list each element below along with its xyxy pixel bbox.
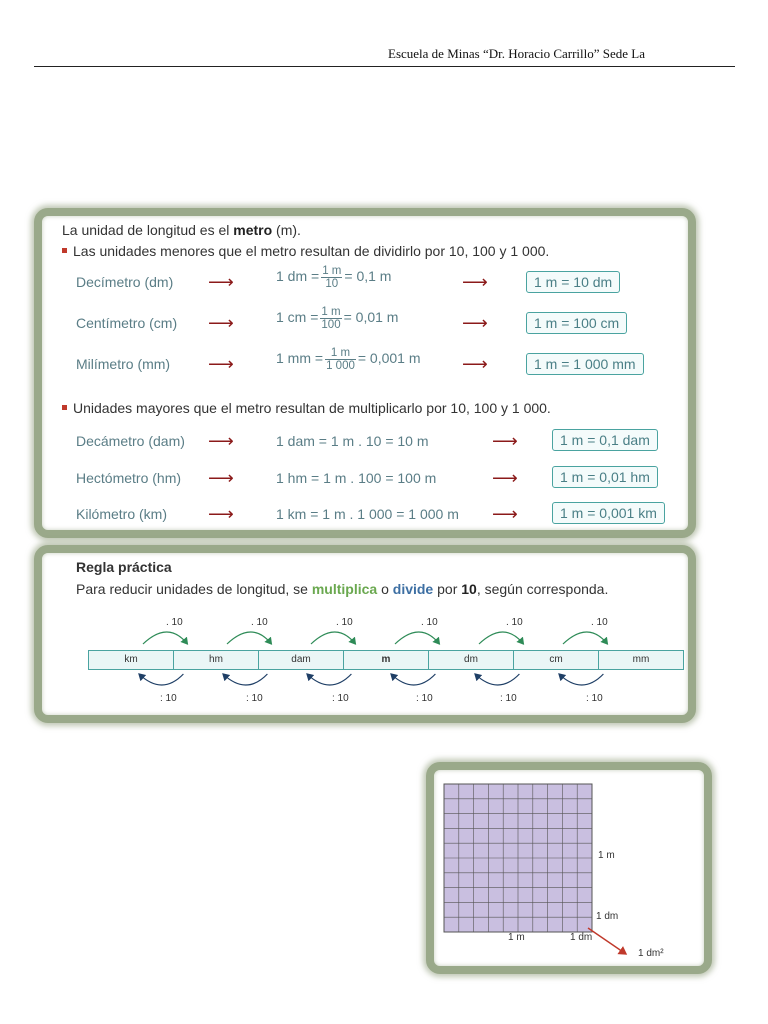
result-box: 1 m = 0,001 km — [552, 502, 665, 524]
unit-scale — [88, 650, 684, 670]
divide-label: : 10 — [586, 693, 603, 704]
square-meter-grid — [434, 770, 704, 966]
divide-arc — [139, 674, 183, 685]
multiply-arc — [227, 632, 271, 644]
eq-pre: 1 dm = — [276, 268, 320, 285]
multiply-label: . 10 — [506, 617, 523, 628]
right-arrow-icon: ⟶ — [462, 272, 488, 292]
bullet-icon — [62, 405, 67, 410]
intro-text: La unidad de longitud es el — [62, 222, 234, 238]
result-box: 1 m = 0,1 dam — [552, 429, 658, 451]
multiply-label: . 10 — [591, 617, 608, 628]
unit-name: Milímetro (mm) — [76, 356, 171, 372]
unit-cell-mm: mm — [632, 654, 650, 665]
fraction-num: 1 m — [322, 265, 342, 277]
result-box: 1 m = 100 cm — [526, 312, 627, 334]
length-units-panel — [34, 208, 696, 538]
conversion-arrows — [42, 553, 688, 715]
eq-pre: 1 cm = — [276, 309, 319, 326]
ten-word: 10 — [461, 581, 477, 597]
right-arrow-icon: ⟶ — [492, 504, 518, 524]
divide-label: : 10 — [500, 693, 517, 704]
divide-arc — [559, 674, 603, 685]
unit-cell-hm: hm — [174, 651, 259, 669]
eq-post: = 0,1 m — [344, 268, 392, 285]
rule-text-post: , según corresponda. — [476, 581, 609, 597]
equation: 1 km = 1 m . 1 000 = 1 000 m — [276, 506, 459, 522]
unit-cell-dam: dam — [259, 651, 344, 669]
unit-cell-km: km — [89, 651, 174, 669]
smaller-heading-text: Las unidades menores que el metro resultan de dividirlo por 10, 100 y 1 000. — [73, 243, 550, 259]
fraction-den: 100 — [321, 319, 341, 331]
unit-name: Decámetro (dam) — [76, 433, 185, 449]
right-arrow-icon: ⟶ — [208, 504, 234, 524]
unit-name: Hectómetro (hm) — [76, 470, 182, 486]
fraction — [321, 265, 342, 290]
right-arrow-icon: ⟶ — [492, 468, 518, 488]
fraction-den: 10 — [325, 278, 339, 290]
unit-name: Centímetro (cm) — [76, 315, 178, 331]
larger-heading — [62, 400, 551, 416]
unit-name: Kilómetro (km) — [76, 506, 168, 522]
fraction-den: 1 000 — [326, 360, 355, 372]
page-header: Escuela de Minas “Dr. Horacio Carrillo” Sede La — [388, 46, 646, 61]
multiply-arc — [311, 632, 355, 644]
eq-post: = 0,01 m — [343, 309, 399, 326]
cell-side-label: 1 dm — [596, 911, 619, 922]
multiply-word: multiplica — [311, 581, 378, 597]
right-arrow-icon: ⟶ — [208, 313, 234, 333]
right-arrow-icon: ⟶ — [208, 354, 234, 374]
rule-text-mid: o — [377, 581, 393, 597]
bullet-icon — [62, 248, 67, 253]
smaller-heading — [62, 243, 549, 259]
result-box: 1 m = 1 000 mm — [526, 353, 644, 375]
right-arrow-icon: ⟶ — [208, 431, 234, 451]
multiply-label: . 10 — [166, 617, 183, 628]
result-box: 1 m = 10 dm — [526, 271, 620, 293]
grid-side-label: 1 m — [598, 850, 615, 861]
divide-arc — [391, 674, 435, 685]
rule-title: Regla práctica — [76, 559, 172, 575]
divide-arc — [475, 674, 519, 685]
eq-pre: 1 mm = — [276, 350, 324, 367]
intro-bold: metro — [233, 222, 273, 238]
multiply-arc — [395, 632, 439, 644]
divide-label: : 10 — [246, 693, 263, 704]
equation: 1 hm = 1 m . 100 = 100 m — [276, 470, 437, 486]
multiply-label: . 10 — [251, 617, 268, 628]
grid-bottom-label: 1 m — [508, 932, 525, 943]
equation: 1 dam = 1 m . 10 = 10 m — [276, 433, 429, 449]
equation — [276, 265, 391, 290]
intro-line — [62, 222, 301, 238]
right-arrow-icon: ⟶ — [462, 313, 488, 333]
result-box: 1 m = 0,01 hm — [552, 466, 658, 488]
multiply-label: . 10 — [421, 617, 438, 628]
equation — [276, 306, 398, 331]
fraction-num: 1 m — [321, 306, 341, 318]
header-divider — [34, 66, 735, 67]
multiply-label: . 10 — [336, 617, 353, 628]
divide-label: : 10 — [332, 693, 349, 704]
area-label: 1 dm² — [638, 948, 664, 959]
area-pointer-arrow — [588, 928, 626, 954]
intro-post: (m). — [272, 222, 301, 238]
rule-text-mid2: por — [433, 581, 462, 597]
unit-cell-m: m — [344, 651, 429, 669]
cell-bottom-label: 1 dm — [570, 932, 593, 943]
unit-name: Decímetro (dm) — [76, 274, 174, 290]
fraction-num: 1 m — [325, 347, 356, 360]
right-arrow-icon: ⟶ — [208, 468, 234, 488]
divide-label: : 10 — [160, 693, 177, 704]
fraction — [325, 347, 356, 372]
practical-rule-panel — [34, 545, 696, 723]
divide-label: : 10 — [416, 693, 433, 704]
right-arrow-icon: ⟶ — [492, 431, 518, 451]
rule-text-pre: Para reducir unidades de longitud, se — [76, 581, 312, 597]
divide-arc — [307, 674, 351, 685]
eq-post: = 0,001 m — [357, 350, 421, 367]
right-arrow-icon: ⟶ — [462, 354, 488, 374]
multiply-arc — [563, 632, 607, 644]
equation — [276, 347, 421, 372]
multiply-arc — [143, 632, 187, 644]
unit-cell-dm: dm — [429, 651, 514, 669]
larger-heading-text: Unidades mayores que el metro resultan de multiplicarlo por 10, 100 y 1 000. — [73, 400, 551, 416]
divide-arc — [223, 674, 267, 685]
divide-word: divide — [392, 581, 434, 597]
area-grid-panel — [426, 762, 712, 974]
right-arrow-icon: ⟶ — [208, 272, 234, 292]
multiply-arc — [479, 632, 523, 644]
fraction — [320, 306, 341, 331]
unit-cell-cm: cm — [514, 651, 599, 669]
